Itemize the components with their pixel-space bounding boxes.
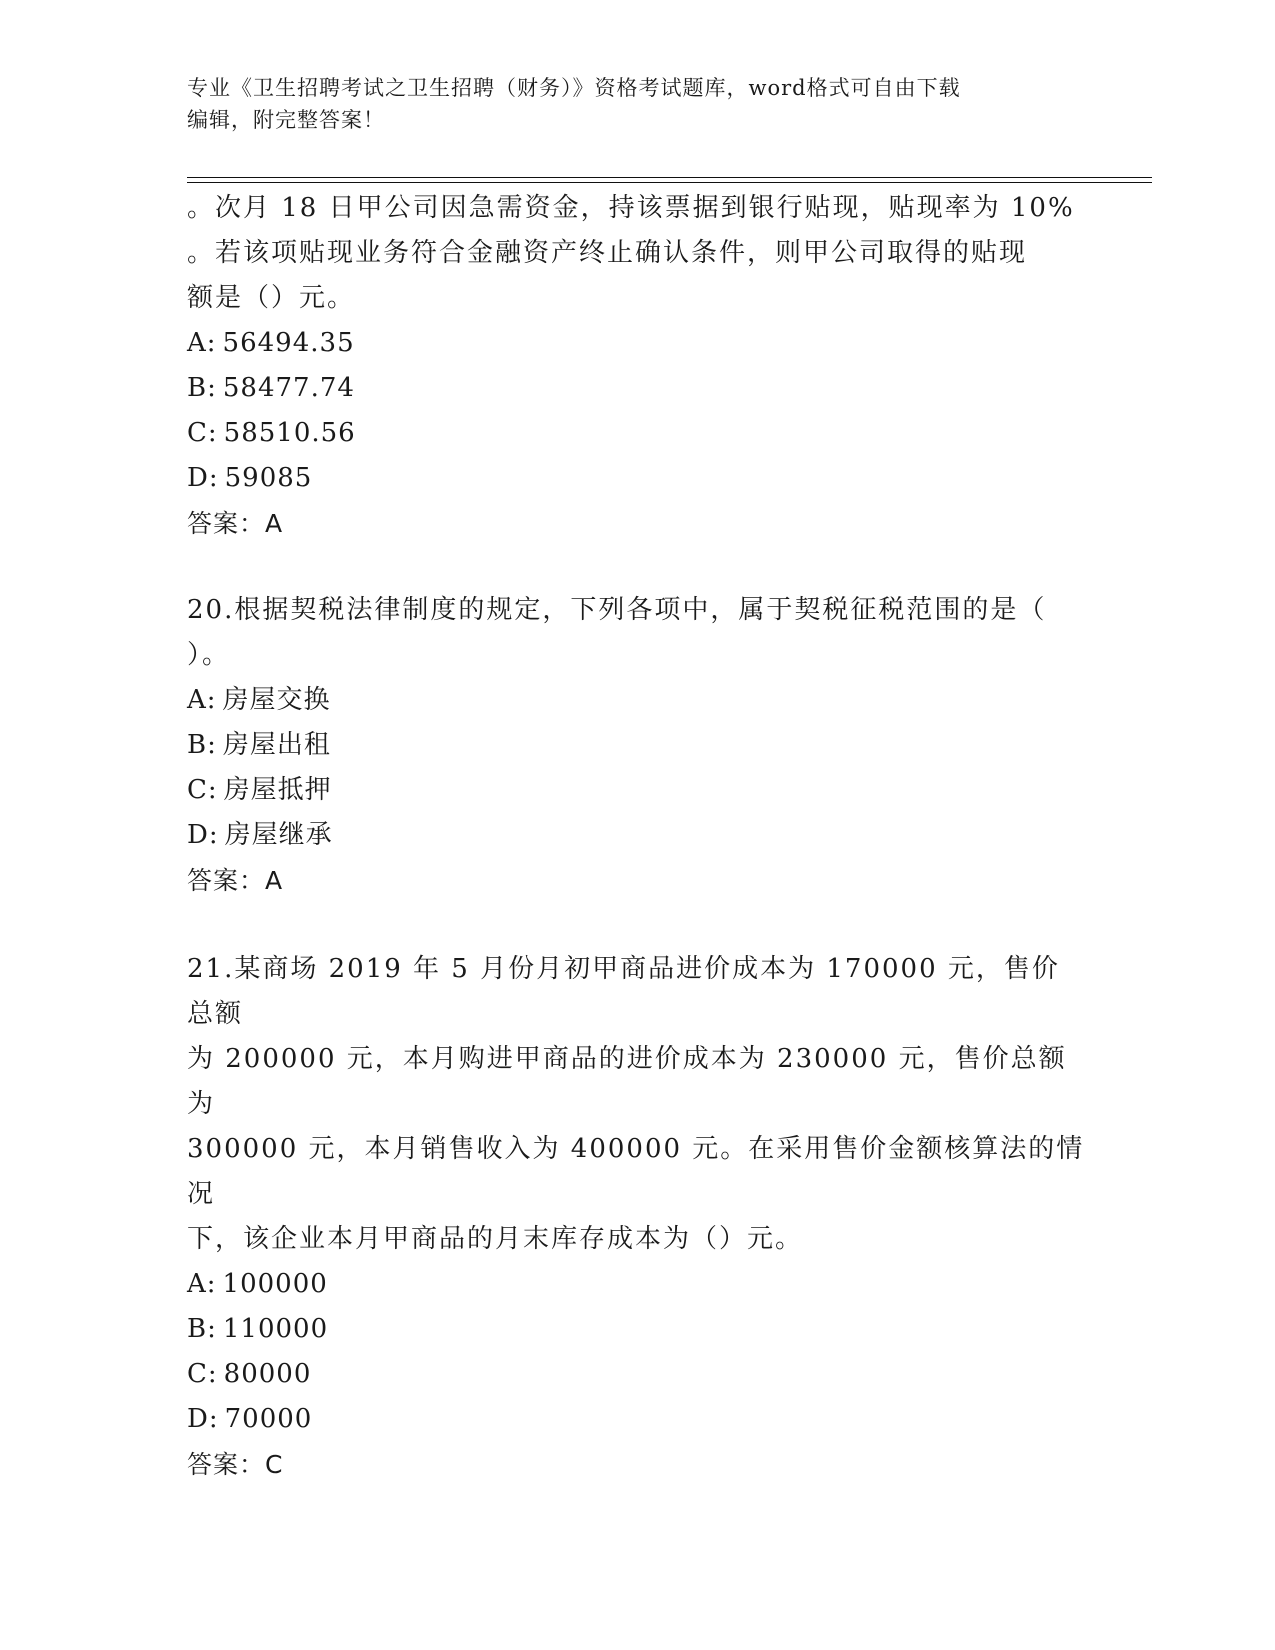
option-text: 房屋出租 bbox=[222, 730, 331, 760]
option-label: D: bbox=[187, 1404, 219, 1434]
option-label: D: bbox=[187, 820, 219, 850]
option-text: 59085 bbox=[224, 463, 313, 493]
option-c bbox=[187, 1352, 1087, 1397]
option-text: 110000 bbox=[222, 1314, 329, 1344]
question-20 bbox=[187, 588, 1087, 903]
header-divider-top bbox=[187, 177, 1152, 178]
option-d bbox=[187, 1397, 1087, 1442]
question-text-line: 21.某商场 2019 年 5 月份月初甲商品进价成本为 170000 元，售价总额 bbox=[187, 954, 1060, 1029]
option-a bbox=[187, 678, 1087, 723]
option-b bbox=[187, 723, 1087, 768]
option-d bbox=[187, 813, 1087, 858]
question-text-line: 额是（）元。 bbox=[187, 283, 356, 313]
option-b bbox=[187, 366, 1087, 411]
document-header bbox=[187, 72, 1067, 136]
question-text-line: 。次月 18 日甲公司因急需资金，持该票据到银行贴现，贴现率为 10% bbox=[187, 193, 1075, 223]
option-label: C: bbox=[187, 1359, 218, 1389]
question-text-line: 下，该企业本月甲商品的月末库存成本为（）元。 bbox=[187, 1224, 804, 1254]
question-text-line: ）。 bbox=[187, 640, 231, 670]
option-text: 56494.35 bbox=[222, 328, 355, 358]
option-a bbox=[187, 1262, 1087, 1307]
question-21 bbox=[187, 947, 1087, 1487]
option-label: B: bbox=[187, 730, 217, 760]
question-text-line: 20.根据契税法律制度的规定，下列各项中，属于契税征税范围的是（ bbox=[187, 595, 1047, 625]
answer-line: 答案：C bbox=[187, 1450, 284, 1479]
option-text: 房屋继承 bbox=[224, 820, 333, 850]
option-label: B: bbox=[187, 1314, 217, 1344]
question-text-line: 为 200000 元，本月购进甲商品的进价成本为 230000 元，售价总额为 bbox=[187, 1044, 1067, 1119]
question-text-line: 300000 元，本月销售收入为 400000 元。在采用售价金额核算法的情况 bbox=[187, 1134, 1085, 1209]
option-label: C: bbox=[187, 775, 218, 805]
option-text: 80000 bbox=[223, 1359, 312, 1389]
header-line-2: 编辑，附完整答案！ bbox=[187, 108, 385, 132]
option-label: C: bbox=[187, 418, 218, 448]
option-d bbox=[187, 456, 1087, 501]
option-label: B: bbox=[187, 373, 217, 403]
question-text-line: 。若该项贴现业务符合金融资产终止确认条件，则甲公司取得的贴现 bbox=[187, 238, 1028, 268]
option-b bbox=[187, 1307, 1087, 1352]
option-label: A: bbox=[187, 685, 217, 715]
header-line-1: 专业《卫生招聘考试之卫生招聘（财务）》资格考试题库，word格式可自由下载 bbox=[187, 76, 961, 100]
question-19 bbox=[187, 186, 1087, 546]
header-divider-bottom bbox=[187, 182, 1152, 183]
option-c bbox=[187, 768, 1087, 813]
option-text: 70000 bbox=[224, 1404, 313, 1434]
option-text: 房屋抵押 bbox=[223, 775, 332, 805]
option-label: A: bbox=[187, 328, 217, 358]
option-text: 100000 bbox=[222, 1269, 328, 1299]
option-a bbox=[187, 321, 1087, 366]
option-text: 58477.74 bbox=[222, 373, 355, 403]
option-text: 房屋交换 bbox=[222, 685, 331, 715]
option-label: A: bbox=[187, 1269, 217, 1299]
option-c bbox=[187, 411, 1087, 456]
option-text: 58510.56 bbox=[223, 418, 356, 448]
option-label: D: bbox=[187, 463, 219, 493]
answer-line: 答案：A bbox=[187, 866, 284, 895]
answer-line: 答案：A bbox=[187, 509, 284, 538]
